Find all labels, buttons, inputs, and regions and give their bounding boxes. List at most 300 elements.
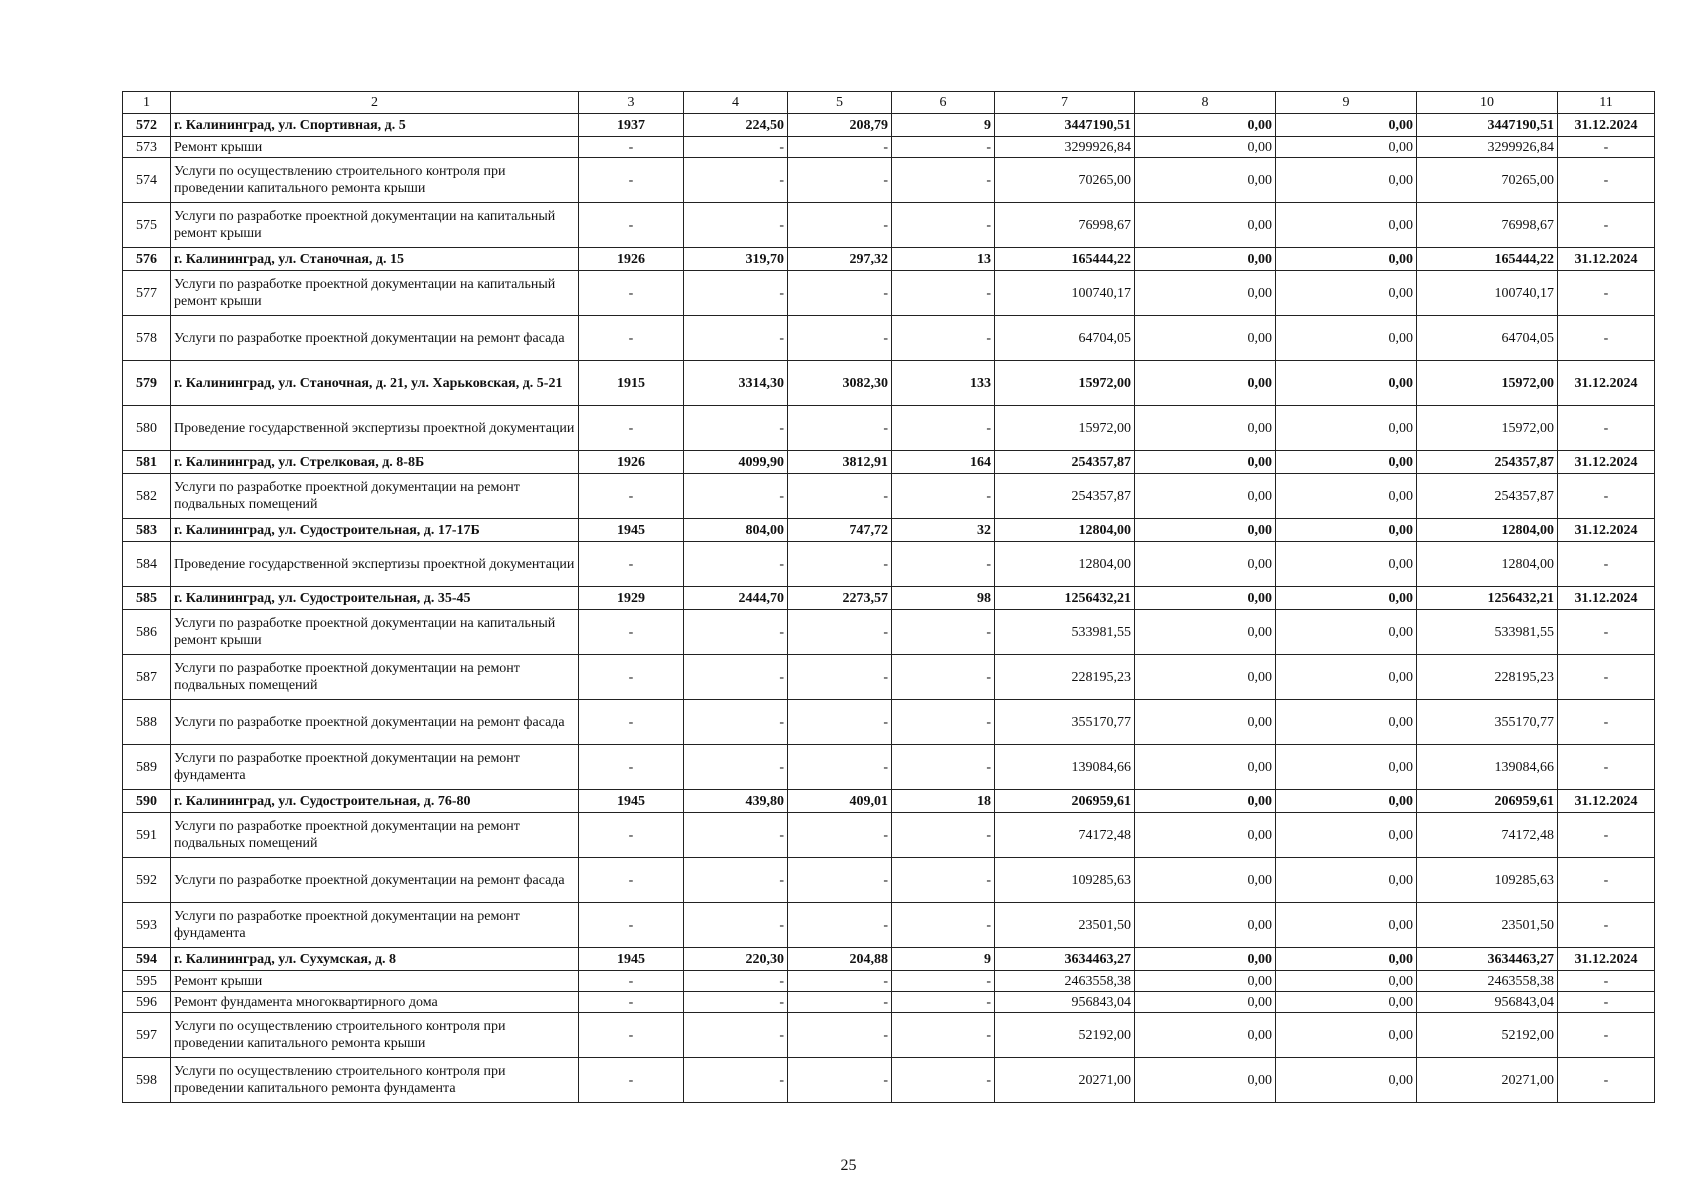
cost-total-cell: 254357,87	[995, 474, 1135, 519]
row-name: Услуги по осуществлению строительного контроля при проведении капитального ремонта фундамента	[171, 1058, 579, 1103]
cost-owners-cell: 3634463,27	[1417, 948, 1558, 971]
year-cell: -	[579, 971, 684, 992]
row-name: Проведение государственной экспертизы проектной документации	[171, 406, 579, 451]
row-number: 594	[123, 948, 171, 971]
cost-federal-cell: 0,00	[1135, 610, 1276, 655]
cost-total-cell: 76998,67	[995, 203, 1135, 248]
cost-owners-cell: 533981,55	[1417, 610, 1558, 655]
area-total-cell: 4099,90	[684, 451, 788, 474]
cost-federal-cell: 0,00	[1135, 542, 1276, 587]
row-number: 597	[123, 1013, 171, 1058]
table-row	[123, 406, 1655, 451]
header-cell: 4	[684, 92, 788, 114]
area-total-cell: -	[684, 271, 788, 316]
area-living-cell: -	[788, 610, 892, 655]
row-number: 583	[123, 519, 171, 542]
year-cell: -	[579, 1013, 684, 1058]
area-total-cell: -	[684, 813, 788, 858]
table-row	[123, 700, 1655, 745]
row-name: Услуги по осуществлению строительного контроля при проведении капитального ремонта крыши	[171, 158, 579, 203]
cost-federal-cell: 0,00	[1135, 1058, 1276, 1103]
area-living-cell: 204,88	[788, 948, 892, 971]
cost-owners-cell: 109285,63	[1417, 858, 1558, 903]
header-cell: 3	[579, 92, 684, 114]
cost-regional-cell: 0,00	[1276, 700, 1417, 745]
cost-total-cell: 15972,00	[995, 406, 1135, 451]
row-name: Услуги по разработке проектной документации на ремонт подвальных помещений	[171, 474, 579, 519]
year-cell: 1945	[579, 790, 684, 813]
cost-owners-cell: 70265,00	[1417, 158, 1558, 203]
area-living-cell: -	[788, 745, 892, 790]
cost-regional-cell: 0,00	[1276, 519, 1417, 542]
table-row	[123, 451, 1655, 474]
cost-total-cell: 956843,04	[995, 992, 1135, 1013]
cost-total-cell: 139084,66	[995, 745, 1135, 790]
year-cell: -	[579, 158, 684, 203]
deadline-cell: -	[1558, 158, 1655, 203]
cost-federal-cell: 0,00	[1135, 474, 1276, 519]
year-cell: -	[579, 903, 684, 948]
area-living-cell: -	[788, 542, 892, 587]
residents-cell: -	[892, 1058, 995, 1103]
cost-federal-cell: 0,00	[1135, 992, 1276, 1013]
area-total-cell: 224,50	[684, 114, 788, 137]
residents-cell: 18	[892, 790, 995, 813]
cost-federal-cell: 0,00	[1135, 858, 1276, 903]
residents-cell: -	[892, 903, 995, 948]
table-row	[123, 790, 1655, 813]
area-total-cell: 319,70	[684, 248, 788, 271]
header-cell: 11	[1558, 92, 1655, 114]
area-living-cell: -	[788, 203, 892, 248]
row-name: Ремонт фундамента многоквартирного дома	[171, 992, 579, 1013]
cost-total-cell: 74172,48	[995, 813, 1135, 858]
table-header-row	[123, 92, 1655, 114]
deadline-cell: 31.12.2024	[1558, 519, 1655, 542]
table-row	[123, 587, 1655, 610]
year-cell: -	[579, 745, 684, 790]
deadline-cell: -	[1558, 700, 1655, 745]
table-row	[123, 745, 1655, 790]
table-row	[123, 948, 1655, 971]
cost-federal-cell: 0,00	[1135, 971, 1276, 992]
deadline-cell: 31.12.2024	[1558, 248, 1655, 271]
area-living-cell: 2273,57	[788, 587, 892, 610]
table-row	[123, 519, 1655, 542]
cost-owners-cell: 12804,00	[1417, 519, 1558, 542]
cost-regional-cell: 0,00	[1276, 971, 1417, 992]
row-number: 579	[123, 361, 171, 406]
deadline-cell: -	[1558, 655, 1655, 700]
residents-cell: 98	[892, 587, 995, 610]
row-name: Ремонт крыши	[171, 137, 579, 158]
cost-owners-cell: 3447190,51	[1417, 114, 1558, 137]
row-name: Услуги по осуществлению строительного контроля при проведении капитального ремонта крыши	[171, 1013, 579, 1058]
cost-federal-cell: 0,00	[1135, 158, 1276, 203]
data-table	[122, 91, 1655, 1103]
area-total-cell: -	[684, 745, 788, 790]
cost-owners-cell: 355170,77	[1417, 700, 1558, 745]
deadline-cell: -	[1558, 813, 1655, 858]
cost-total-cell: 64704,05	[995, 316, 1135, 361]
row-number: 582	[123, 474, 171, 519]
year-cell: -	[579, 1058, 684, 1103]
area-total-cell: -	[684, 610, 788, 655]
row-name: Услуги по разработке проектной документации на капитальный ремонт крыши	[171, 610, 579, 655]
cost-owners-cell: 165444,22	[1417, 248, 1558, 271]
cost-owners-cell: 956843,04	[1417, 992, 1558, 1013]
year-cell: -	[579, 137, 684, 158]
area-total-cell: 804,00	[684, 519, 788, 542]
row-number: 574	[123, 158, 171, 203]
row-name: Ремонт крыши	[171, 971, 579, 992]
cost-regional-cell: 0,00	[1276, 903, 1417, 948]
year-cell: 1926	[579, 248, 684, 271]
table-row	[123, 361, 1655, 406]
year-cell: -	[579, 316, 684, 361]
row-number: 587	[123, 655, 171, 700]
cost-regional-cell: 0,00	[1276, 158, 1417, 203]
row-number: 576	[123, 248, 171, 271]
header-cell: 1	[123, 92, 171, 114]
year-cell: -	[579, 474, 684, 519]
area-total-cell: -	[684, 700, 788, 745]
header-cell: 10	[1417, 92, 1558, 114]
deadline-cell: -	[1558, 903, 1655, 948]
year-cell: 1937	[579, 114, 684, 137]
residents-cell: -	[892, 858, 995, 903]
cost-total-cell: 355170,77	[995, 700, 1135, 745]
deadline-cell: 31.12.2024	[1558, 361, 1655, 406]
cost-owners-cell: 3299926,84	[1417, 137, 1558, 158]
cost-federal-cell: 0,00	[1135, 203, 1276, 248]
table-row	[123, 271, 1655, 316]
residents-cell: -	[892, 745, 995, 790]
cost-total-cell: 70265,00	[995, 158, 1135, 203]
residents-cell: 9	[892, 114, 995, 137]
deadline-cell: 31.12.2024	[1558, 948, 1655, 971]
area-total-cell: 3314,30	[684, 361, 788, 406]
cost-total-cell: 15972,00	[995, 361, 1135, 406]
cost-federal-cell: 0,00	[1135, 519, 1276, 542]
table-body	[123, 114, 1655, 1103]
area-living-cell: -	[788, 971, 892, 992]
row-name: Услуги по разработке проектной документации на капитальный ремонт крыши	[171, 271, 579, 316]
area-total-cell: -	[684, 137, 788, 158]
cost-total-cell: 3299926,84	[995, 137, 1135, 158]
header-cell: 6	[892, 92, 995, 114]
cost-regional-cell: 0,00	[1276, 1013, 1417, 1058]
row-number: 573	[123, 137, 171, 158]
residents-cell: -	[892, 406, 995, 451]
deadline-cell: -	[1558, 474, 1655, 519]
row-number: 584	[123, 542, 171, 587]
deadline-cell: 31.12.2024	[1558, 587, 1655, 610]
row-number: 586	[123, 610, 171, 655]
residents-cell: -	[892, 813, 995, 858]
cost-total-cell: 23501,50	[995, 903, 1135, 948]
cost-owners-cell: 64704,05	[1417, 316, 1558, 361]
year-cell: -	[579, 992, 684, 1013]
cost-federal-cell: 0,00	[1135, 700, 1276, 745]
header-cell: 7	[995, 92, 1135, 114]
row-number: 589	[123, 745, 171, 790]
year-cell: -	[579, 858, 684, 903]
area-living-cell: -	[788, 137, 892, 158]
table-row	[123, 858, 1655, 903]
year-cell: 1929	[579, 587, 684, 610]
year-cell: -	[579, 542, 684, 587]
page-number: 25	[840, 1157, 857, 1174]
cost-owners-cell: 52192,00	[1417, 1013, 1558, 1058]
residents-cell: 13	[892, 248, 995, 271]
cost-owners-cell: 139084,66	[1417, 745, 1558, 790]
area-total-cell: -	[684, 203, 788, 248]
table-container	[122, 91, 1654, 1103]
deadline-cell: -	[1558, 406, 1655, 451]
area-total-cell: 220,30	[684, 948, 788, 971]
cost-total-cell: 109285,63	[995, 858, 1135, 903]
year-cell: -	[579, 700, 684, 745]
cost-federal-cell: 0,00	[1135, 745, 1276, 790]
cost-regional-cell: 0,00	[1276, 948, 1417, 971]
cost-owners-cell: 20271,00	[1417, 1058, 1558, 1103]
cost-federal-cell: 0,00	[1135, 451, 1276, 474]
row-name: Проведение государственной экспертизы проектной документации	[171, 542, 579, 587]
row-number: 593	[123, 903, 171, 948]
cost-federal-cell: 0,00	[1135, 1013, 1276, 1058]
cost-regional-cell: 0,00	[1276, 790, 1417, 813]
row-number: 585	[123, 587, 171, 610]
area-total-cell: -	[684, 316, 788, 361]
row-name: Услуги по разработке проектной документации на ремонт фасада	[171, 700, 579, 745]
table-row	[123, 316, 1655, 361]
area-living-cell: 747,72	[788, 519, 892, 542]
residents-cell: -	[892, 610, 995, 655]
deadline-cell: -	[1558, 137, 1655, 158]
area-living-cell: -	[788, 1058, 892, 1103]
table-row	[123, 137, 1655, 158]
table-row	[123, 813, 1655, 858]
row-name: г. Калининград, ул. Судостроительная, д. 17-17Б	[171, 519, 579, 542]
year-cell: -	[579, 813, 684, 858]
row-number: 577	[123, 271, 171, 316]
cost-total-cell: 1256432,21	[995, 587, 1135, 610]
cost-regional-cell: 0,00	[1276, 587, 1417, 610]
area-total-cell: -	[684, 1058, 788, 1103]
deadline-cell: -	[1558, 1058, 1655, 1103]
area-living-cell: 409,01	[788, 790, 892, 813]
residents-cell: 164	[892, 451, 995, 474]
residents-cell: 9	[892, 948, 995, 971]
row-name: г. Калининград, ул. Судостроительная, д. 35-45	[171, 587, 579, 610]
row-name: Услуги по разработке проектной документации на ремонт подвальных помещений	[171, 655, 579, 700]
residents-cell: -	[892, 992, 995, 1013]
residents-cell: -	[892, 203, 995, 248]
row-number: 596	[123, 992, 171, 1013]
cost-regional-cell: 0,00	[1276, 542, 1417, 587]
row-number: 592	[123, 858, 171, 903]
area-living-cell: -	[788, 474, 892, 519]
row-name: Услуги по разработке проектной документации на ремонт фундамента	[171, 745, 579, 790]
year-cell: -	[579, 655, 684, 700]
cost-federal-cell: 0,00	[1135, 790, 1276, 813]
table-row	[123, 1058, 1655, 1103]
table-row	[123, 903, 1655, 948]
cost-regional-cell: 0,00	[1276, 406, 1417, 451]
area-living-cell: 208,79	[788, 114, 892, 137]
area-living-cell: 3082,30	[788, 361, 892, 406]
area-total-cell: -	[684, 858, 788, 903]
table-row	[123, 610, 1655, 655]
residents-cell: -	[892, 316, 995, 361]
cost-regional-cell: 0,00	[1276, 451, 1417, 474]
table-row	[123, 203, 1655, 248]
cost-owners-cell: 12804,00	[1417, 542, 1558, 587]
cost-owners-cell: 15972,00	[1417, 361, 1558, 406]
cost-regional-cell: 0,00	[1276, 203, 1417, 248]
table-row	[123, 158, 1655, 203]
cost-total-cell: 206959,61	[995, 790, 1135, 813]
cost-regional-cell: 0,00	[1276, 745, 1417, 790]
cost-total-cell: 20271,00	[995, 1058, 1135, 1103]
table-row	[123, 992, 1655, 1013]
cost-total-cell: 52192,00	[995, 1013, 1135, 1058]
residents-cell: -	[892, 474, 995, 519]
cost-total-cell: 3634463,27	[995, 948, 1135, 971]
table-row	[123, 1013, 1655, 1058]
residents-cell: -	[892, 1013, 995, 1058]
residents-cell: -	[892, 542, 995, 587]
residents-cell: 32	[892, 519, 995, 542]
area-total-cell: -	[684, 971, 788, 992]
row-name: г. Калининград, ул. Стрелковая, д. 8-8Б	[171, 451, 579, 474]
cost-total-cell: 12804,00	[995, 519, 1135, 542]
table-row	[123, 971, 1655, 992]
cost-owners-cell: 228195,23	[1417, 655, 1558, 700]
cost-owners-cell: 1256432,21	[1417, 587, 1558, 610]
area-living-cell: -	[788, 992, 892, 1013]
row-number: 595	[123, 971, 171, 992]
cost-regional-cell: 0,00	[1276, 361, 1417, 406]
cost-total-cell: 254357,87	[995, 451, 1135, 474]
cost-total-cell: 3447190,51	[995, 114, 1135, 137]
row-name: Услуги по разработке проектной документации на капитальный ремонт крыши	[171, 203, 579, 248]
cost-total-cell: 12804,00	[995, 542, 1135, 587]
area-total-cell: -	[684, 903, 788, 948]
deadline-cell: -	[1558, 971, 1655, 992]
deadline-cell: -	[1558, 203, 1655, 248]
year-cell: 1915	[579, 361, 684, 406]
cost-owners-cell: 206959,61	[1417, 790, 1558, 813]
cost-owners-cell: 254357,87	[1417, 474, 1558, 519]
row-name: г. Калининград, ул. Спортивная, д. 5	[171, 114, 579, 137]
row-number: 581	[123, 451, 171, 474]
area-total-cell: -	[684, 542, 788, 587]
cost-owners-cell: 15972,00	[1417, 406, 1558, 451]
area-living-cell: 3812,91	[788, 451, 892, 474]
cost-federal-cell: 0,00	[1135, 406, 1276, 451]
row-name: Услуги по разработке проектной документации на ремонт фасада	[171, 858, 579, 903]
deadline-cell: 31.12.2024	[1558, 114, 1655, 137]
residents-cell: -	[892, 700, 995, 745]
cost-regional-cell: 0,00	[1276, 992, 1417, 1013]
area-total-cell: -	[684, 474, 788, 519]
year-cell: 1945	[579, 948, 684, 971]
area-total-cell: 439,80	[684, 790, 788, 813]
area-total-cell: -	[684, 1013, 788, 1058]
area-living-cell: -	[788, 903, 892, 948]
year-cell: -	[579, 203, 684, 248]
deadline-cell: 31.12.2024	[1558, 790, 1655, 813]
row-name: Услуги по разработке проектной документации на ремонт подвальных помещений	[171, 813, 579, 858]
area-total-cell: -	[684, 406, 788, 451]
residents-cell: -	[892, 158, 995, 203]
table-row	[123, 248, 1655, 271]
year-cell: 1926	[579, 451, 684, 474]
row-name: Услуги по разработке проектной документации на ремонт фасада	[171, 316, 579, 361]
area-living-cell: -	[788, 271, 892, 316]
area-living-cell: -	[788, 858, 892, 903]
cost-total-cell: 228195,23	[995, 655, 1135, 700]
year-cell: 1945	[579, 519, 684, 542]
cost-regional-cell: 0,00	[1276, 114, 1417, 137]
cost-federal-cell: 0,00	[1135, 587, 1276, 610]
header-cell: 5	[788, 92, 892, 114]
area-total-cell: 2444,70	[684, 587, 788, 610]
cost-federal-cell: 0,00	[1135, 137, 1276, 158]
cost-federal-cell: 0,00	[1135, 361, 1276, 406]
header-cell: 9	[1276, 92, 1417, 114]
row-number: 575	[123, 203, 171, 248]
row-number: 578	[123, 316, 171, 361]
cost-federal-cell: 0,00	[1135, 316, 1276, 361]
cost-regional-cell: 0,00	[1276, 248, 1417, 271]
header-cell: 8	[1135, 92, 1276, 114]
cost-regional-cell: 0,00	[1276, 610, 1417, 655]
residents-cell: -	[892, 655, 995, 700]
cost-regional-cell: 0,00	[1276, 474, 1417, 519]
cost-owners-cell: 76998,67	[1417, 203, 1558, 248]
cost-regional-cell: 0,00	[1276, 137, 1417, 158]
row-number: 580	[123, 406, 171, 451]
table-row	[123, 542, 1655, 587]
cost-owners-cell: 100740,17	[1417, 271, 1558, 316]
deadline-cell: -	[1558, 745, 1655, 790]
area-total-cell: -	[684, 655, 788, 700]
area-living-cell: -	[788, 1013, 892, 1058]
residents-cell: 133	[892, 361, 995, 406]
deadline-cell: -	[1558, 542, 1655, 587]
row-number: 588	[123, 700, 171, 745]
deadline-cell: -	[1558, 992, 1655, 1013]
row-name: г. Калининград, ул. Сухумская, д. 8	[171, 948, 579, 971]
deadline-cell: -	[1558, 271, 1655, 316]
cost-total-cell: 533981,55	[995, 610, 1135, 655]
cost-regional-cell: 0,00	[1276, 316, 1417, 361]
row-name: г. Калининград, ул. Станочная, д. 21, ул. Харьковская, д. 5-21	[171, 361, 579, 406]
row-number: 590	[123, 790, 171, 813]
cost-regional-cell: 0,00	[1276, 813, 1417, 858]
area-living-cell: -	[788, 813, 892, 858]
cost-regional-cell: 0,00	[1276, 1058, 1417, 1103]
row-name: г. Калининград, ул. Станочная, д. 15	[171, 248, 579, 271]
area-living-cell: -	[788, 316, 892, 361]
cost-federal-cell: 0,00	[1135, 813, 1276, 858]
cost-regional-cell: 0,00	[1276, 271, 1417, 316]
cost-regional-cell: 0,00	[1276, 858, 1417, 903]
cost-federal-cell: 0,00	[1135, 903, 1276, 948]
